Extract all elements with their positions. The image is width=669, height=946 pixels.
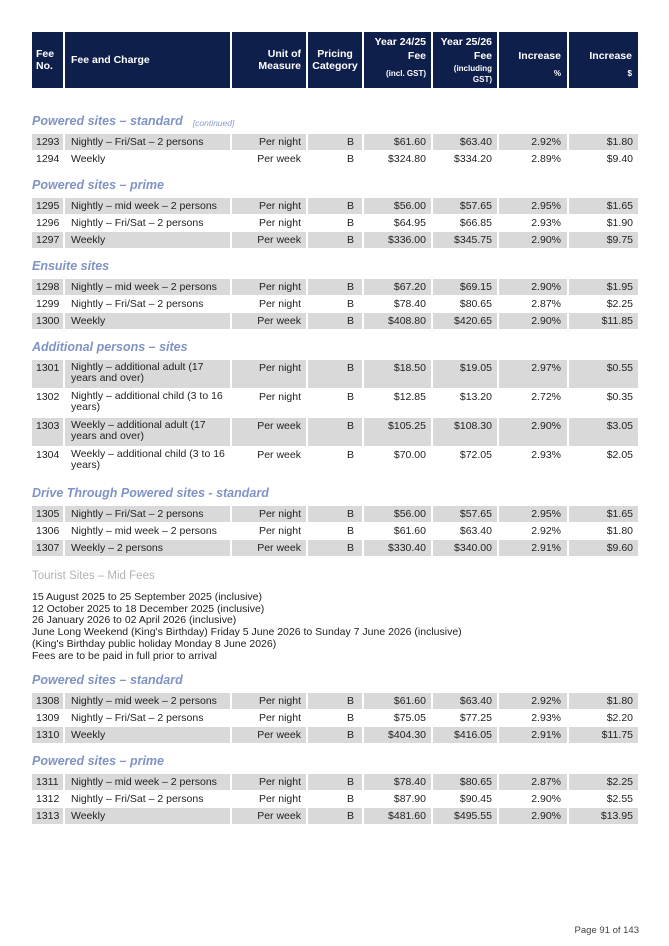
- header-increase-dollar-label: Increase: [589, 50, 632, 62]
- unit-of-measure-cell: Per night: [232, 506, 308, 522]
- tourist-date-line: (King's Birthday public holiday Monday 8 June 2026): [32, 637, 277, 650]
- fee-section: [32, 329, 638, 475]
- table-row: [32, 214, 638, 231]
- fee-description-cell: Nightly – additional adult (17 years and over): [65, 360, 232, 388]
- fee-section: [32, 88, 638, 167]
- section-title-text: Powered sites – prime: [32, 754, 165, 769]
- header-unit-of-measure: Unit of Measure: [232, 32, 308, 88]
- fee-number-cell: 1300: [32, 313, 65, 329]
- fee-description-cell: Weekly: [65, 151, 232, 167]
- unit-of-measure-cell: Per night: [232, 389, 308, 417]
- table-row: [32, 388, 638, 417]
- increase-dollar-cell: $1.80: [569, 693, 638, 709]
- table-row: [32, 231, 638, 248]
- unit-of-measure-cell: Per week: [232, 447, 308, 475]
- header-year-2425-sub: (incl. GST): [386, 69, 426, 78]
- fee-2425-cell: $324.80: [364, 151, 433, 167]
- fee-2526-cell: $69.15: [433, 279, 499, 295]
- pricing-category-cell: B: [308, 447, 364, 475]
- section-title: [32, 88, 638, 133]
- fee-2425-cell: $64.95: [364, 215, 433, 231]
- fee-2526-cell: $495.55: [433, 808, 499, 824]
- table-header: [32, 32, 638, 88]
- fee-2425-cell: $56.00: [364, 198, 433, 214]
- fee-description-cell: Weekly: [65, 727, 232, 743]
- fee-2425-cell: $330.40: [364, 540, 433, 556]
- increase-dollar-cell: $2.20: [569, 710, 638, 726]
- fee-2425-cell: $67.20: [364, 279, 433, 295]
- fee-number-cell: 1297: [32, 232, 65, 248]
- fee-number-cell: 1307: [32, 540, 65, 556]
- header-increase-percent-label: Increase: [518, 50, 561, 62]
- unit-of-measure-cell: Per week: [232, 151, 308, 167]
- tourist-date-line: 12 October 2025 to 18 December 2025 (inclusive): [32, 602, 265, 615]
- increase-dollar-cell: $1.80: [569, 523, 638, 539]
- increase-percent-cell: 2.90%: [499, 232, 569, 248]
- pricing-category-cell: B: [308, 313, 364, 329]
- unit-of-measure-cell: Per week: [232, 313, 308, 329]
- unit-of-measure-cell: Per night: [232, 693, 308, 709]
- fee-number-cell: 1309: [32, 710, 65, 726]
- fee-2526-cell: $19.05: [433, 360, 499, 388]
- pricing-category-cell: B: [308, 232, 364, 248]
- increase-percent-cell: 2.90%: [499, 808, 569, 824]
- pricing-category-cell: B: [308, 523, 364, 539]
- tourist-date-line: 15 August 2025 to 25 September 2025 (inclusive): [32, 591, 262, 603]
- header-fee-no: Fee No.: [32, 32, 65, 88]
- fee-section: [32, 743, 638, 824]
- fee-description-cell: Weekly – 2 persons: [65, 540, 232, 556]
- fee-description-cell: Nightly – mid week – 2 persons: [65, 693, 232, 709]
- fee-number-cell: 1306: [32, 523, 65, 539]
- increase-percent-cell: 2.97%: [499, 360, 569, 388]
- table-row: [32, 312, 638, 329]
- increase-percent-cell: 2.92%: [499, 693, 569, 709]
- tourist-date-line: 26 January 2026 to 02 April 2026 (inclusive): [32, 614, 237, 627]
- increase-dollar-cell: $11.85: [569, 313, 638, 329]
- increase-dollar-cell: $1.65: [569, 198, 638, 214]
- table-row: [32, 709, 638, 726]
- header-year-2526-fee: Fee: [473, 50, 492, 62]
- increase-percent-cell: 2.90%: [499, 418, 569, 446]
- fee-number-cell: 1313: [32, 808, 65, 824]
- tourist-sites-title: Tourist Sites – Mid Fees: [32, 570, 155, 582]
- fee-2425-cell: $408.80: [364, 313, 433, 329]
- header-year-2425: [364, 32, 433, 88]
- section-title: [32, 248, 638, 278]
- increase-percent-cell: 2.89%: [499, 151, 569, 167]
- table-row: [32, 359, 638, 388]
- fee-description-cell: Weekly: [65, 313, 232, 329]
- fee-number-cell: 1296: [32, 215, 65, 231]
- header-increase-percent-sub: %: [553, 69, 561, 78]
- fee-number-cell: 1305: [32, 506, 65, 522]
- section-title-text: Powered sites – standard: [32, 673, 183, 688]
- fee-description-cell: Nightly – Fri/Sat – 2 persons: [65, 506, 232, 522]
- increase-percent-cell: 2.91%: [499, 727, 569, 743]
- fee-number-cell: 1311: [32, 774, 65, 790]
- fee-2526-cell: $90.45: [433, 791, 499, 807]
- section-title: [32, 662, 638, 692]
- fee-2526-cell: $77.25: [433, 710, 499, 726]
- fee-description-cell: Nightly – mid week – 2 persons: [65, 774, 232, 790]
- unit-of-measure-cell: Per week: [232, 808, 308, 824]
- tourist-dates-block: [32, 592, 638, 662]
- fee-2526-cell: $63.40: [433, 693, 499, 709]
- increase-dollar-cell: $3.05: [569, 418, 638, 446]
- header-year-2425-label: Year 24/25: [374, 36, 426, 48]
- section-title-text: Powered sites – standard: [32, 114, 183, 128]
- header-pricing-category: Pricing Category: [308, 32, 364, 88]
- increase-percent-cell: 2.90%: [499, 279, 569, 295]
- unit-of-measure-cell: Per night: [232, 360, 308, 388]
- increase-percent-cell: 2.91%: [499, 540, 569, 556]
- pricing-category-cell: B: [308, 693, 364, 709]
- fee-2425-cell: $105.25: [364, 418, 433, 446]
- fee-2425-cell: $12.85: [364, 389, 433, 417]
- fee-description-cell: Nightly – mid week – 2 persons: [65, 279, 232, 295]
- fee-2526-cell: $63.40: [433, 134, 499, 150]
- fee-2526-cell: $80.65: [433, 774, 499, 790]
- fee-2425-cell: $404.30: [364, 727, 433, 743]
- section-title: [32, 743, 638, 773]
- increase-dollar-cell: $2.25: [569, 296, 638, 312]
- fee-number-cell: 1293: [32, 134, 65, 150]
- fee-number-cell: 1302: [32, 389, 65, 417]
- table-row: [32, 726, 638, 743]
- pricing-category-cell: B: [308, 279, 364, 295]
- fee-2425-cell: $61.60: [364, 693, 433, 709]
- fee-2526-cell: $72.05: [433, 447, 499, 475]
- increase-percent-cell: 2.90%: [499, 791, 569, 807]
- section-title: [32, 167, 638, 197]
- fee-number-cell: 1308: [32, 693, 65, 709]
- fee-2526-cell: $57.65: [433, 506, 499, 522]
- unit-of-measure-cell: Per night: [232, 523, 308, 539]
- fee-description-cell: Weekly: [65, 232, 232, 248]
- increase-dollar-cell: $9.60: [569, 540, 638, 556]
- pricing-category-cell: B: [308, 710, 364, 726]
- fee-sections-after: [32, 662, 638, 824]
- fee-2526-cell: $80.65: [433, 296, 499, 312]
- section-title-text: Drive Through Powered sites - standard: [32, 486, 269, 500]
- unit-of-measure-cell: Per night: [232, 215, 308, 231]
- fee-2425-cell: $87.90: [364, 791, 433, 807]
- fee-2526-cell: $416.05: [433, 727, 499, 743]
- fee-section: [32, 167, 638, 248]
- increase-dollar-cell: $2.55: [569, 791, 638, 807]
- page-number: Page 91 of 143: [574, 925, 639, 936]
- fee-schedule-page: [32, 32, 638, 824]
- fee-2425-cell: $78.40: [364, 296, 433, 312]
- fee-number-cell: 1294: [32, 151, 65, 167]
- fee-number-cell: 1295: [32, 198, 65, 214]
- table-row: [32, 692, 638, 709]
- tourist-date-line: Fees are to be paid in full prior to arrival: [32, 649, 218, 662]
- fee-number-cell: 1310: [32, 727, 65, 743]
- fee-2526-cell: $13.20: [433, 389, 499, 417]
- fee-description-cell: Weekly – additional adult (17 years and over): [65, 418, 232, 446]
- increase-dollar-cell: $9.75: [569, 232, 638, 248]
- unit-of-measure-cell: Per week: [232, 232, 308, 248]
- pricing-category-cell: B: [308, 791, 364, 807]
- table-row: [32, 505, 638, 522]
- fee-description-cell: Nightly – Fri/Sat – 2 persons: [65, 134, 232, 150]
- table-row: [32, 773, 638, 790]
- fee-2425-cell: $18.50: [364, 360, 433, 388]
- pricing-category-cell: B: [308, 727, 364, 743]
- increase-dollar-cell: $1.65: [569, 506, 638, 522]
- fee-section: [32, 475, 638, 556]
- increase-percent-cell: 2.87%: [499, 774, 569, 790]
- section-title-text: Powered sites – prime: [32, 178, 165, 192]
- fee-2526-cell: $340.00: [433, 540, 499, 556]
- increase-percent-cell: 2.87%: [499, 296, 569, 312]
- increase-percent-cell: 2.93%: [499, 447, 569, 475]
- increase-percent-cell: 2.90%: [499, 313, 569, 329]
- pricing-category-cell: B: [308, 198, 364, 214]
- fee-number-cell: 1299: [32, 296, 65, 312]
- table-row: [32, 197, 638, 214]
- fee-2425-cell: $75.05: [364, 710, 433, 726]
- header-year-2526: [433, 32, 499, 88]
- table-row: [32, 790, 638, 807]
- table-row: [32, 807, 638, 824]
- unit-of-measure-cell: Per night: [232, 279, 308, 295]
- fee-number-cell: 1301: [32, 360, 65, 388]
- fee-number-cell: 1304: [32, 447, 65, 475]
- header-increase-percent: [499, 32, 569, 88]
- fee-description-cell: Nightly – Fri/Sat – 2 persons: [65, 296, 232, 312]
- fee-description-cell: Nightly – Fri/Sat – 2 persons: [65, 215, 232, 231]
- fee-2526-cell: $345.75: [433, 232, 499, 248]
- increase-percent-cell: 2.92%: [499, 134, 569, 150]
- header-fee-and-charge: Fee and Charge: [65, 32, 232, 88]
- increase-percent-cell: 2.93%: [499, 710, 569, 726]
- fee-description-cell: Nightly – additional child (3 to 16 years): [65, 389, 232, 417]
- table-row: [32, 417, 638, 446]
- table-row: [32, 522, 638, 539]
- fee-description-cell: Nightly – mid week – 2 persons: [65, 523, 232, 539]
- increase-dollar-cell: $9.40: [569, 151, 638, 167]
- fee-section: [32, 662, 638, 743]
- fee-2425-cell: $336.00: [364, 232, 433, 248]
- fee-section: [32, 248, 638, 329]
- fee-number-cell: 1312: [32, 791, 65, 807]
- header-increase-dollar-sub: $: [627, 69, 632, 78]
- increase-dollar-cell: $0.55: [569, 360, 638, 388]
- section-title-text: Additional persons – sites: [32, 340, 188, 354]
- fee-2425-cell: $70.00: [364, 447, 433, 475]
- fee-description-cell: Nightly – Fri/Sat – 2 persons: [65, 710, 232, 726]
- fee-2425-cell: $61.60: [364, 523, 433, 539]
- tourist-date-line: June Long Weekend (King's Birthday) Friday 5 June 2026 to Sunday 7 June 2026 (inclusive): [32, 626, 462, 639]
- fee-description-cell: Weekly: [65, 808, 232, 824]
- fee-number-cell: 1303: [32, 418, 65, 446]
- fee-2526-cell: $66.85: [433, 215, 499, 231]
- fee-number-cell: 1298: [32, 279, 65, 295]
- fee-description-cell: Nightly – mid week – 2 persons: [65, 198, 232, 214]
- unit-of-measure-cell: Per night: [232, 296, 308, 312]
- table-row: [32, 278, 638, 295]
- table-row: [32, 295, 638, 312]
- increase-percent-cell: 2.95%: [499, 506, 569, 522]
- section-continued-note: [continued]: [192, 118, 235, 128]
- header-increase-dollar: [569, 32, 638, 88]
- unit-of-measure-cell: Per week: [232, 418, 308, 446]
- increase-dollar-cell: $1.90: [569, 215, 638, 231]
- increase-dollar-cell: $2.25: [569, 774, 638, 790]
- section-title-text: Ensuite sites: [32, 259, 110, 273]
- fee-2526-cell: $108.30: [433, 418, 499, 446]
- unit-of-measure-cell: Per week: [232, 727, 308, 743]
- increase-percent-cell: 2.95%: [499, 198, 569, 214]
- fee-description-cell: Nightly – Fri/Sat – 2 persons: [65, 791, 232, 807]
- pricing-category-cell: B: [308, 215, 364, 231]
- section-title: [32, 329, 638, 359]
- fee-2526-cell: $57.65: [433, 198, 499, 214]
- fee-2425-cell: $481.60: [364, 808, 433, 824]
- fee-sections-before: [32, 88, 638, 556]
- increase-dollar-cell: $1.80: [569, 134, 638, 150]
- fee-description-cell: Weekly – additional child (3 to 16 years): [65, 447, 232, 475]
- pricing-category-cell: B: [308, 360, 364, 388]
- unit-of-measure-cell: Per night: [232, 791, 308, 807]
- table-row: [32, 133, 638, 150]
- header-year-2526-label: Year 25/26: [440, 36, 492, 48]
- fee-2526-cell: $334.20: [433, 151, 499, 167]
- pricing-category-cell: B: [308, 151, 364, 167]
- pricing-category-cell: B: [308, 418, 364, 446]
- increase-dollar-cell: $11.75: [569, 727, 638, 743]
- increase-percent-cell: 2.72%: [499, 389, 569, 417]
- fee-2425-cell: $61.60: [364, 134, 433, 150]
- table-row: [32, 150, 638, 167]
- table-row: [32, 446, 638, 475]
- header-year-2425-fee: Fee: [407, 50, 426, 62]
- fee-2526-cell: $63.40: [433, 523, 499, 539]
- unit-of-measure-cell: Per night: [232, 774, 308, 790]
- pricing-category-cell: B: [308, 506, 364, 522]
- pricing-category-cell: B: [308, 774, 364, 790]
- increase-dollar-cell: $1.95: [569, 279, 638, 295]
- section-title: [32, 475, 638, 505]
- increase-dollar-cell: $13.95: [569, 808, 638, 824]
- unit-of-measure-cell: Per night: [232, 198, 308, 214]
- increase-percent-cell: 2.93%: [499, 215, 569, 231]
- header-year-2526-sub: (including GST): [453, 64, 492, 84]
- increase-percent-cell: 2.92%: [499, 523, 569, 539]
- increase-dollar-cell: $0.35: [569, 389, 638, 417]
- pricing-category-cell: B: [308, 296, 364, 312]
- fee-2425-cell: $56.00: [364, 506, 433, 522]
- pricing-category-cell: B: [308, 540, 364, 556]
- unit-of-measure-cell: Per night: [232, 134, 308, 150]
- pricing-category-cell: B: [308, 134, 364, 150]
- fee-2425-cell: $78.40: [364, 774, 433, 790]
- unit-of-measure-cell: Per night: [232, 710, 308, 726]
- unit-of-measure-cell: Per week: [232, 540, 308, 556]
- fee-2526-cell: $420.65: [433, 313, 499, 329]
- table-row: [32, 539, 638, 556]
- pricing-category-cell: B: [308, 808, 364, 824]
- increase-dollar-cell: $2.05: [569, 447, 638, 475]
- pricing-category-cell: B: [308, 389, 364, 417]
